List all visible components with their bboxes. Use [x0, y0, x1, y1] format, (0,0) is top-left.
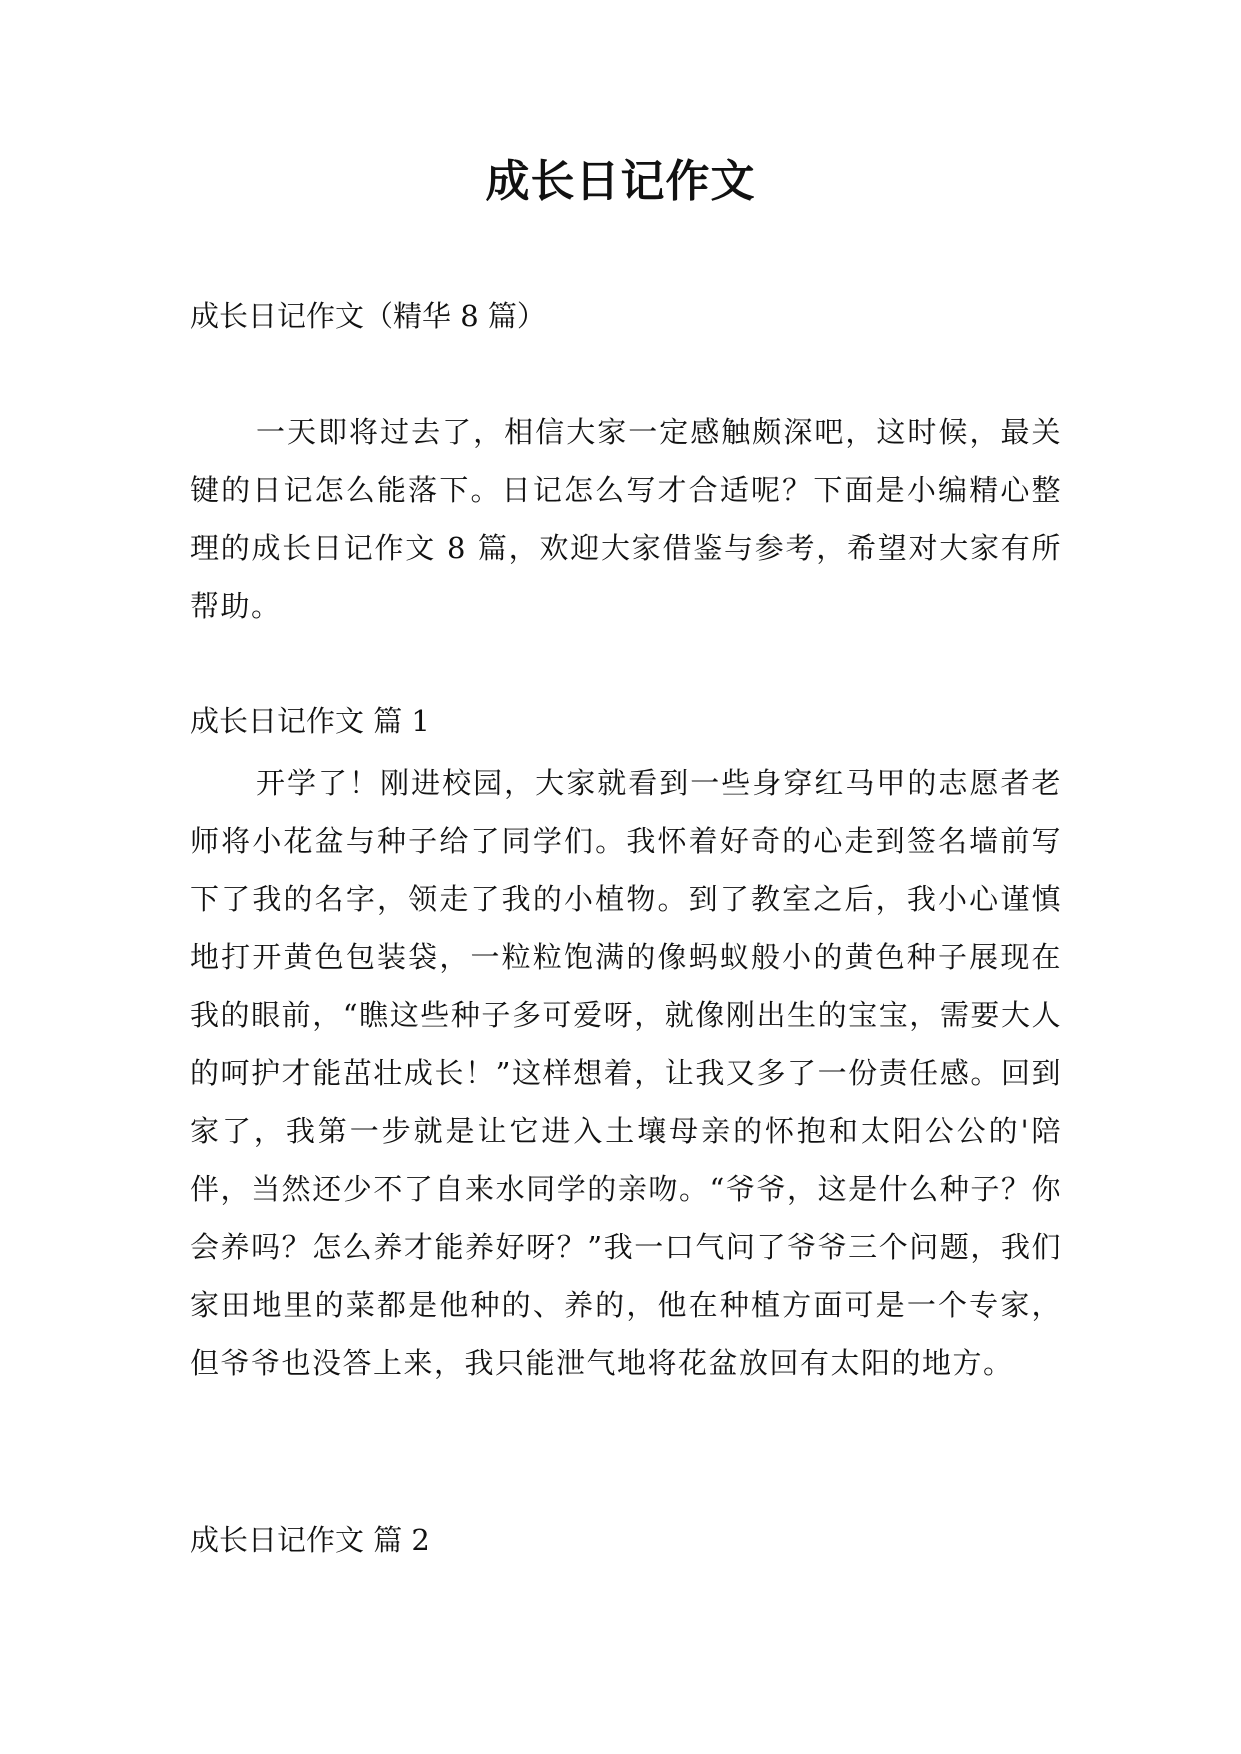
intro-paragraph: 一天即将过去了，相信大家一定感触颇深吧，这时候，最关键的日记怎么能落下。日记怎么写才合适呢？下面是小编精心整理的成长日记作文 8 篇，欢迎大家借鉴与参考，希望对大家有所帮助。 — [190, 415, 1062, 623]
section-body-1: 开学了！刚进校园，大家就看到一些身穿红马甲的志愿者老师将小花盆与种子给了同学们。我怀着好奇的心走到签名墙前写下了我的名字，领走了我的小植物。到了教室之后，我小心谨慎地打开黄色包装袋，一粒粒饱满的像蚂蚁般小的黄色种子展现在我的眼前，“瞧这些种子多可爱呀，就像刚出生的宝宝，需要大人的呵护才能茁壮成长！”这样想着，让我又多了一份责任感。回到家了，我第一步就是让它进入土壤母亲的怀抱和太阳公公的'陪伴，当然还少不了自来水同学的亲吻。“爷爷，这是什么种子？你会养吗？怎么养才能养好呀？”我一口气问了爷爷三个问题，我们家田地里的菜都是他种的、养的，他在种植方面可是一个专家，但爷爷也没答上来，我只能泄气地将花盆放回有太阳的地方。 — [190, 766, 1062, 1380]
section-heading-2: 成长日记作文 篇 2 — [190, 1523, 430, 1557]
document-title: 成长日记作文 — [485, 156, 756, 207]
section-heading-1: 成长日记作文 篇 1 — [190, 704, 430, 738]
document-subtitle: 成长日记作文（精华 8 篇） — [190, 299, 546, 333]
